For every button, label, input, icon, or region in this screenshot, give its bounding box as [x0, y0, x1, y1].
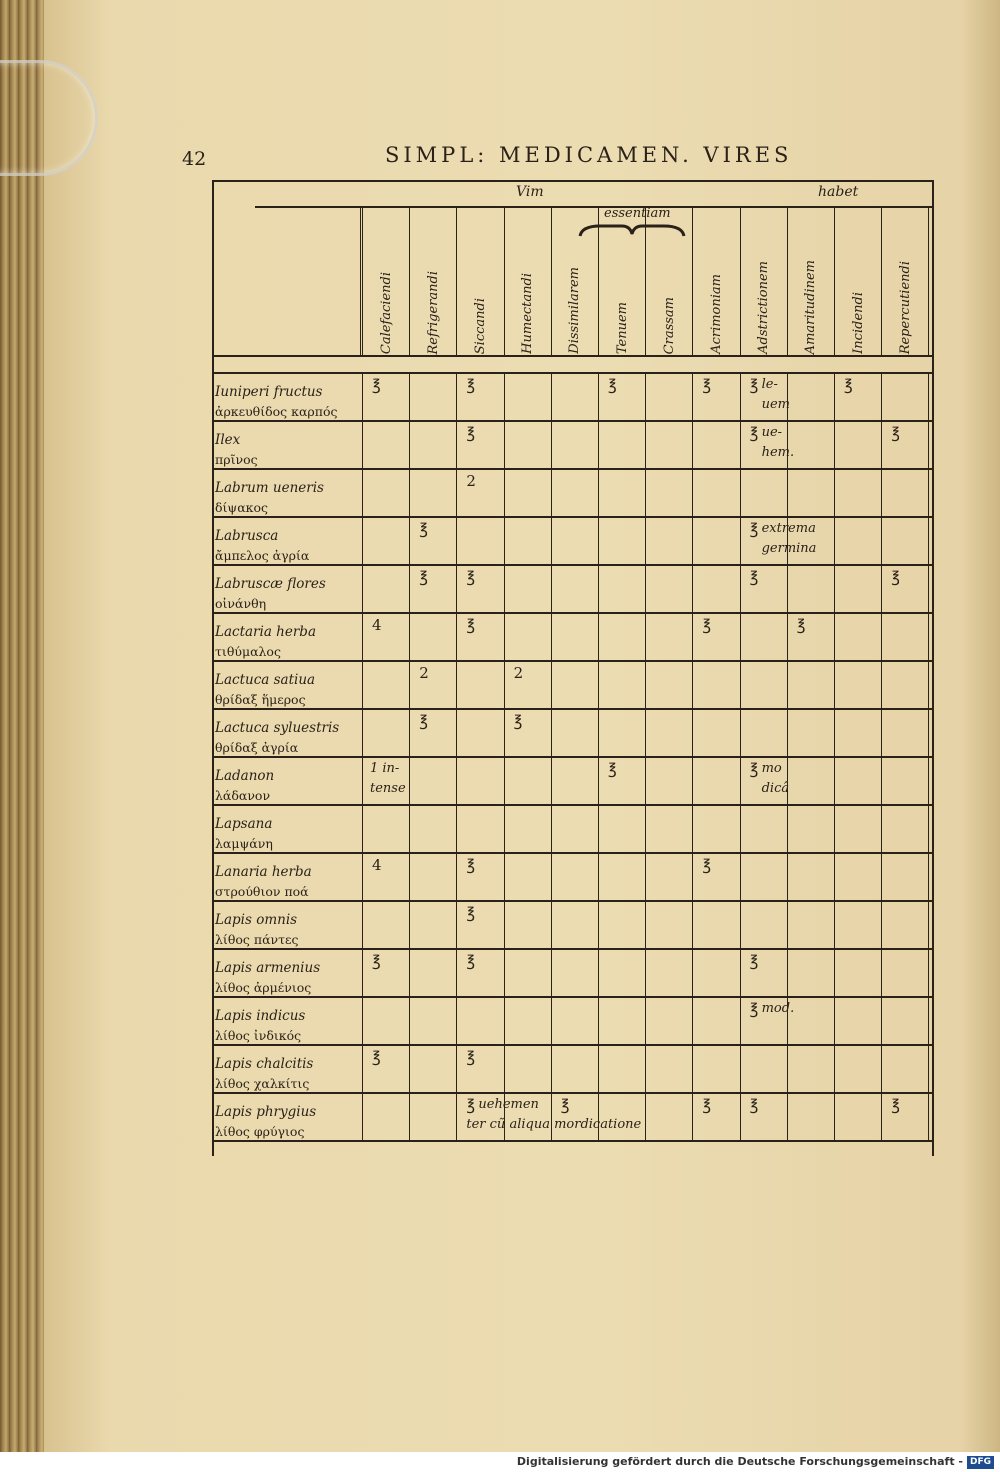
cell-mark: ℥: [891, 424, 900, 442]
cell-mark: ℥: [466, 568, 476, 586]
dfg-logo: DFG: [967, 1456, 994, 1469]
cell-mark: ℥: [419, 568, 428, 586]
cell-note: [370, 759, 406, 799]
cell-mark: ℥: [372, 1048, 381, 1066]
table-row-name: [215, 382, 360, 428]
greek-name: πρῖνος: [215, 452, 258, 467]
cell-note-line2: dicâ: [761, 781, 790, 796]
cell-mark: ℥: [749, 1000, 759, 1018]
cell-mark: ℥: [702, 616, 712, 634]
column-divider: [692, 372, 693, 1140]
column-header: [787, 214, 835, 354]
cell-mark: ℥: [466, 616, 476, 634]
cell-note-line1: le-: [761, 377, 778, 392]
cell-mark: ℥: [749, 1096, 759, 1114]
table-row-name: [215, 862, 360, 908]
cell-note-line2: mod.: [761, 1001, 795, 1016]
latin-name: Ilex: [215, 432, 241, 448]
cell-mark: ℥: [749, 520, 759, 538]
cell-mark: ℥: [466, 904, 476, 922]
table-row-name: [215, 1006, 360, 1052]
greek-name: λίθος ἀρμένιος: [215, 980, 312, 995]
name-column-divider-head: [360, 206, 361, 356]
column-divider: [598, 372, 599, 1140]
table-row-name: [215, 526, 360, 572]
column-header: [409, 214, 457, 354]
cell-note: [466, 1095, 642, 1135]
footer-text: Digitalisierung gefördert durch die Deutsche Forschungsgemeinschaft -: [516, 1455, 963, 1468]
cell-note-line2: uem: [761, 397, 790, 412]
column-divider: [881, 372, 882, 1140]
cell-mark: ℥: [891, 1096, 900, 1114]
cell-note-line2: ter cũ aliqua mordicatione: [466, 1117, 642, 1132]
cell-note-line1: extrema: [761, 521, 816, 536]
column-divider: [645, 372, 646, 1140]
cell-note-line2: tense: [370, 781, 406, 796]
greek-name: θρίδαξ ἥμερος: [215, 692, 306, 707]
column-header-label: Repercutiendi: [897, 260, 913, 354]
cell-note: [762, 519, 817, 559]
table-row-name: [215, 1102, 360, 1148]
cell-mark: ℥: [844, 376, 853, 394]
column-divider: [551, 372, 552, 1140]
header-habet: habet: [818, 184, 859, 200]
table-row-name: [215, 718, 360, 764]
latin-name: Lapsana: [215, 816, 273, 832]
cell-mark: ℥: [749, 952, 759, 970]
cell-note: [762, 759, 790, 799]
column-divider: [504, 372, 505, 1140]
table-row-name: [215, 958, 360, 1004]
cell-mark: ℥: [749, 376, 759, 394]
greek-name: θρίδαξ ἀγρία: [215, 740, 299, 755]
column-header: [504, 214, 552, 354]
table-row-name: [215, 622, 360, 668]
cell-mark: ℥: [702, 856, 712, 874]
greek-name: λίθος χαλκίτις: [215, 1076, 310, 1091]
latin-name: Lanaria herba: [215, 864, 312, 880]
cell-note-line2: germina: [761, 541, 817, 556]
latin-name: Lactaria herba: [215, 624, 316, 640]
cell-mark: ℥: [466, 1048, 476, 1066]
column-header-label: Humectandi: [520, 273, 536, 354]
cell-mark: ℥: [891, 568, 900, 586]
cell-mark: ℥: [372, 952, 381, 970]
cell-mark: ℥: [466, 376, 476, 394]
greek-name: ἀρκευθίδος καρπός: [215, 404, 338, 419]
column-header-label: Calefaciendi: [378, 271, 394, 354]
cell-mark: ℥: [372, 376, 381, 394]
cell-note-line1: ue-: [761, 425, 783, 440]
cell-mark: ℥: [608, 760, 617, 778]
table-row-name: [215, 670, 360, 716]
column-header-label: Incidendi: [850, 292, 866, 354]
column-header: [456, 214, 504, 354]
table-row-name: [215, 574, 360, 620]
table-row-name: [215, 814, 360, 860]
page-number: 42: [182, 148, 207, 170]
cell-mark: ℥: [513, 712, 523, 730]
cell-mark: ℥: [608, 376, 617, 394]
cell-mark: ℥: [702, 376, 712, 394]
greek-name: οἰνάνθη: [215, 596, 267, 611]
greek-name: λίθος φρύγιος: [215, 1124, 305, 1139]
cell-mark: 2: [419, 664, 429, 682]
latin-name: Labrusca: [215, 528, 279, 544]
column-divider: [787, 372, 788, 1140]
column-header: [645, 214, 693, 354]
cell-mark: 2: [466, 472, 476, 490]
column-divider: [362, 372, 363, 1140]
greek-name: λίθος ἰνδικός: [215, 1028, 302, 1043]
column-divider: [740, 372, 741, 1140]
column-divider: [928, 372, 929, 1140]
table-row-name: [215, 478, 360, 524]
table-row-name: [215, 766, 360, 812]
cell-note-line1: uehemen: [478, 1097, 539, 1112]
column-header-label: Crassam: [661, 296, 677, 354]
column-header-label: Dissimilarem: [567, 267, 583, 354]
header-bottom-rule: [212, 355, 932, 357]
column-header-label: Amaritudinem: [803, 259, 819, 354]
digitization-footer: [0, 1452, 1000, 1472]
cell-note: [762, 375, 790, 415]
column-divider: [834, 372, 835, 1140]
latin-name: Lapis phrygius: [215, 1104, 317, 1120]
cell-mark: ℥: [419, 712, 428, 730]
latin-name: Lapis indicus: [215, 1008, 306, 1024]
latin-name: Lapis omnis: [215, 912, 298, 928]
greek-name: λάδανον: [215, 788, 271, 803]
header-vim: Vim: [516, 184, 544, 200]
greek-name: δίψακος: [215, 500, 269, 515]
cell-mark: ℥: [560, 1096, 570, 1114]
greek-name: λίθος πάντες: [215, 932, 299, 947]
column-header-label: Tenuem: [614, 301, 630, 354]
latin-name: Iuniperi fructus: [215, 384, 323, 400]
cell-note-line1: 1 in-: [370, 761, 400, 776]
cell-mark: ℥: [749, 760, 759, 778]
cell-note-line2: hem.: [761, 445, 795, 460]
row-rule: [212, 372, 932, 374]
latin-name: Lactuca syluestris: [215, 720, 340, 736]
column-header: [551, 214, 599, 354]
cell-mark: ℥: [419, 520, 428, 538]
cell-note: [762, 999, 795, 1019]
column-header-label: Adstrictionem: [756, 261, 772, 354]
top-rule: [212, 180, 932, 182]
column-divider: [409, 372, 410, 1140]
column-header: [692, 214, 740, 354]
greek-name: λαμψάνη: [215, 836, 273, 851]
cell-mark: ℥: [702, 1096, 712, 1114]
column-header: [834, 214, 882, 354]
cell-mark: ℥: [749, 568, 759, 586]
cell-mark: ℥: [466, 952, 476, 970]
table-row-name: [215, 910, 360, 956]
greek-name: τιθύμαλος: [215, 644, 281, 659]
column-header-label: Refrigerandi: [425, 270, 441, 354]
cell-mark: ℥: [466, 424, 476, 442]
latin-name: Lactuca satiua: [215, 672, 316, 688]
greek-name: στρούθιον ποά: [215, 884, 309, 899]
column-header: [881, 214, 929, 354]
column-header-label: Siccandi: [472, 297, 488, 354]
cell-mark: ℥: [796, 616, 806, 634]
latin-name: Lapis armenius: [215, 960, 321, 976]
column-header: [740, 214, 788, 354]
column-header: [598, 214, 646, 354]
greek-name: ἄμπελος ἀγρία: [215, 548, 310, 563]
cell-mark: ℥: [466, 856, 476, 874]
running-head: SIMPL: MEDICAMEN. VIRES: [385, 143, 793, 167]
latin-name: Labrum ueneris: [215, 480, 324, 496]
latin-name: Labruscæ flores: [215, 576, 326, 592]
cell-note-line1: mo: [761, 761, 782, 776]
cell-mark: ℥: [749, 424, 759, 442]
cell-mark: 4: [372, 856, 382, 874]
cell-mark: ℥: [466, 1096, 476, 1114]
table-row-name: [215, 430, 360, 476]
table-row-name: [215, 1054, 360, 1100]
latin-name: Ladanon: [215, 768, 275, 784]
latin-name: Lapis chalcitis: [215, 1056, 314, 1072]
column-divider: [456, 372, 457, 1140]
vim-rule: [255, 206, 932, 208]
column-header: [362, 214, 410, 354]
header-essentiam: essentiam: [604, 206, 671, 221]
cell-note: [762, 423, 795, 463]
column-header-label: Acrimoniam: [708, 274, 724, 354]
cell-mark: 2: [513, 664, 524, 682]
cell-mark: 4: [372, 616, 382, 634]
